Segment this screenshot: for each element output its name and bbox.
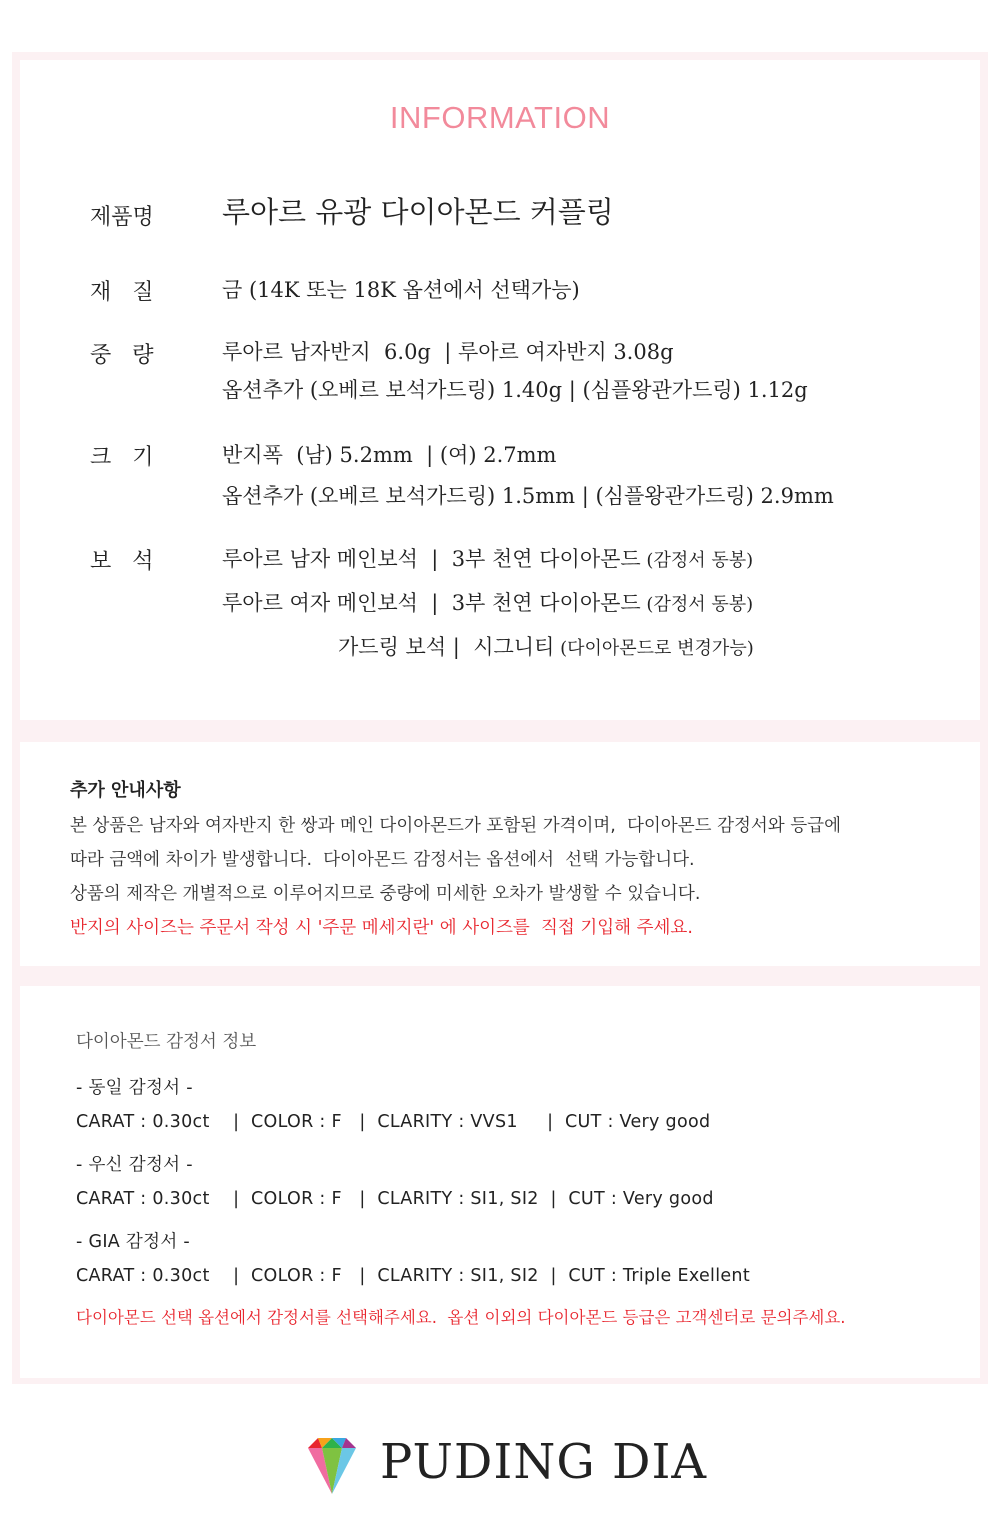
gem-line-1-note: (감정서 동봉) [640,550,754,571]
gem-line-3-note: (다이아몬드로 변경가능) [554,638,754,659]
additional-info-title: 추가 안내사항 [70,780,181,801]
product-name-value: 루아르 유광 다이아몬드 커플링 [222,195,614,229]
product-name-label: 제품명 [90,205,154,230]
size-line-1: 반지폭 (남) 5.2mm | (여) 2.7mm [222,443,557,467]
size-label: 크 기 [90,445,154,470]
brand-logo [304,1432,708,1502]
gem-line-3-text: 가드링 보석 | 시그니티 [338,635,555,659]
weight-line-1: 루아르 남자반지 6.0g | 루아르 여자반지 3.08g [222,340,674,364]
gem-line-1-text: 루아르 남자 메인보석 | 3부 천연 다이아몬드 [222,547,641,571]
weight-line-2: 옵션추가 (오베르 보석가드링) 1.40g | (심플왕관가드링) 1.12g [222,378,808,402]
additional-info-line-3: 상품의 제작은 개별적으로 이루어지므로 중량에 미세한 오차가 발생할 수 있습니다. [70,884,701,904]
gem-line-2-note: (감정서 동봉) [640,594,754,615]
certificate-title: 다이아몬드 감정서 정보 [76,1032,257,1052]
gia-certificate-label: - GIA 감정서 - [76,1232,191,1252]
weight-label: 중 량 [90,343,154,368]
certificate-panel [20,986,980,1378]
material-value: 금 (14K 또는 18K 옵션에서 선택가능) [222,278,580,302]
gem-line-3 [338,631,754,661]
additional-info-panel [20,742,980,966]
gem-label: 보 석 [90,549,154,574]
size-line-2: 옵션추가 (오베르 보석가드링) 1.5mm | (심플왕관가드링) 2.9mm [222,484,834,508]
gia-certificate-spec: CARAT : 0.30ct | COLOR : F | CLARITY : SI1, SI2 | CUT : Triple Exellent [76,1266,750,1286]
diamond-icon [304,1434,360,1498]
gem-line-2-text: 루아르 여자 메인보석 | 3부 천연 다이아몬드 [222,591,641,615]
additional-info-line-2: 따라 금액에 차이가 발생합니다. 다이아몬드 감정서는 옵션에서 선택 가능합니다. [70,850,695,870]
wooshin-certificate-label: - 우신 감정서 - [76,1155,193,1175]
dongil-certificate-label: - 동일 감정서 - [76,1078,193,1098]
information-title: INFORMATION [389,100,611,135]
additional-info-line-1: 본 상품은 남자와 여자반지 한 쌍과 메인 다이아몬드가 포함된 가격이며, 다이아몬드 감정서와 등급에 [70,816,841,836]
information-panel [20,60,980,720]
brand-name: PUDING DIA [380,1434,708,1490]
gem-line-1 [222,543,753,573]
size-request-notice: 반지의 사이즈는 주문서 작성 시 '주문 메세지란' 에 사이즈를 직접 기입해 주세요. [70,918,693,938]
gem-line-2 [222,587,753,617]
certificate-notice: 다이아몬드 선택 옵션에서 감정서를 선택해주세요. 옵션 이외의 다이아몬드 등급은 고객센터로 문의주세요. [76,1308,846,1327]
wooshin-certificate-spec: CARAT : 0.30ct | COLOR : F | CLARITY : SI1, SI2 | CUT : Very good [76,1189,714,1209]
dongil-certificate-spec: CARAT : 0.30ct | COLOR : F | CLARITY : VVS1 | CUT : Very good [76,1112,711,1132]
material-label: 재 질 [90,280,154,305]
